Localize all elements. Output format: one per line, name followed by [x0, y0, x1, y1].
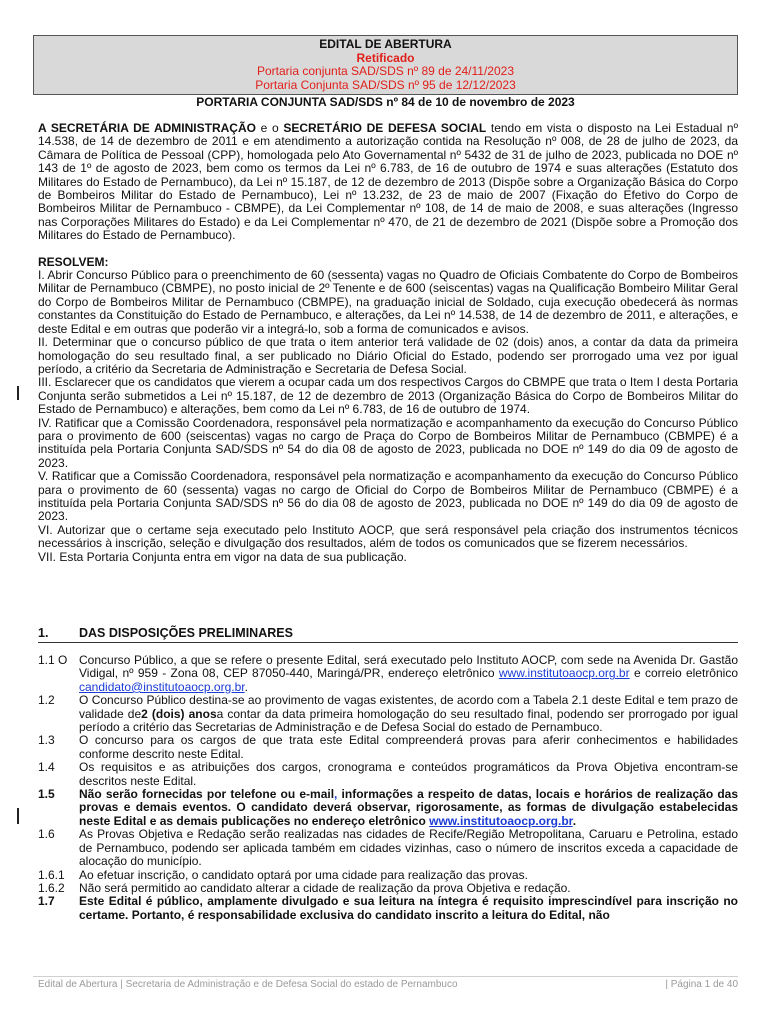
item-text-part: informações a respeito de datas, locais e horários de realização das provas e demais eventos. O candidato deverá observar, rigorosamente, as formas de divulgação estabelecidas neste Edital e as demais publicações no endereço eletrônico: [79, 787, 739, 828]
item-1-6-2: [38, 882, 738, 895]
item-1-7: [38, 895, 738, 922]
item-text: Ao efetuar inscrição, o candidato optará por uma cidade para realização das provas.: [79, 867, 528, 882]
resolvem-item-4: IV. Ratificar que a Comissão Coordenadora, responsável pela normatização e acompanhamento da execução do Concurso Público para o provimento de 600 (seiscentas) vagas no cargo de Praça do Corpo de Bombeiros Militar de Pernambuco (CBMPE) é a instituída pela Portaria Conjunta SAD/SDS nº 54 do dia 08 de agosto de 2023, publicada no DOE nº 149 do dia 09 de agosto de 2023.: [38, 415, 738, 470]
retificado-label: Retificado: [356, 50, 415, 65]
portaria-line-1: Portaria conjunta SAD/SDS nº 89 de 24/11/2023: [257, 64, 514, 78]
item-1-6-1: [38, 869, 738, 882]
resolvem-item-7: VII. Esta Portaria Conjunta entra em vigor na data de sua publicação.: [38, 549, 407, 564]
section-heading: [38, 626, 738, 640]
item-text-part: .: [572, 813, 577, 828]
website-link[interactable]: www.institutoaocp.org.br: [429, 813, 573, 828]
item-1-5: [38, 788, 738, 828]
item-number: 1.5: [38, 787, 55, 802]
intro-paragraph: [38, 122, 738, 243]
item-text: Este Edital é público, amplamente divulgado e sua leitura na íntegra é requisito imprescindível para inscrição no certame. Portanto, é responsabilidade exclusiva do candidato inscrito a leitura do Edital, não: [79, 894, 738, 922]
revision-marker: [17, 386, 19, 400]
resolvem-heading: RESOLVEM:: [38, 254, 109, 269]
item-text-part: O Concurso Público destina-se ao provimento de vagas existentes, de acordo com a Tabela 2.1 deste Edital e tem prazo de validade de: [79, 693, 738, 721]
section-divider: [38, 642, 738, 643]
item-number: 1.2: [38, 693, 55, 708]
document-title: EDITAL DE ABERTURA: [319, 37, 452, 51]
item-number: 1.6.1: [38, 867, 65, 882]
item-text-comma: ,: [334, 787, 338, 802]
page-footer: [38, 979, 738, 990]
item-1-6: [38, 828, 738, 868]
resolvem-item-1: I. Abrir Concurso Público para o preenchimento de 60 (sessenta) vagas no Quadro de Oficiais Combatente do Corpo de Bombeiros Militar de Pernambuco (CBMPE), no posto inicial de 2º Tenente e de 600 (seiscentas) vagas na Qualificação Bombeiro Militar Geral do Corpo de Bombeiros Militar de Pernambuco (CBMPE), na graduação inicial de Soldado, cuja execução obedecerá às normas constantes da Constituição do Estado de Pernambuco, e alterações, da Lei nº 14.538, de 14 de dezembro de 2011, e alterações, e deste Edital e em outras que poderão vir a integrá-lo, sob a forma de comunicados e avisos.: [38, 268, 738, 336]
item-number: 1.6: [38, 827, 55, 842]
resolvem-item-3: III. Esclarecer que os candidatos que vierem a ocupar cada um dos respectivos Cargos do CBMPE que trata o Item I desta Portaria Conjunta serão submetidos a Lei nº 15.187, de 12 de dezembro de 2013 (Organização Básica do Corpo de Bombeiros Militar do Estado de Pernambuco) e alterações, bem como da Lei nº 6.783, de 16 de outubro de 1974.: [38, 375, 738, 417]
item-text: As Provas Objetiva e Redação serão realizadas nas cidades de Recife/Região Metropolitana, Caruaru e Petrolina, estado de Pernambuco, podendo ser aplicada também em cidades vizinhas, caso o número de inscritos exceda a capacidade de alocação do município.: [79, 827, 738, 869]
revision-marker: [17, 808, 19, 824]
document-subtitle: PORTARIA CONJUNTA SAD/SDS nº 84 de 10 de novembro de 2023: [196, 95, 575, 109]
website-link[interactable]: www.institutoaocp.org.br: [498, 666, 630, 681]
item-number: 1.3: [38, 733, 55, 748]
item-1-4: [38, 761, 738, 788]
item-1-2: [38, 694, 738, 734]
item-text-bold: 2 (dois) anos: [141, 706, 217, 721]
preliminary-items: [38, 654, 738, 922]
resolvem-item-2: II. Determinar que o concurso público de que trata o item anterior terá validade de 02 (dois) anos, a contar da data da primeira homologação do seu resultado final, a ser publicado no Diário Oficial do Estado, podendo ser prorrogado uma vez por igual período, a critério da Secretaria de Administração e Secretaria de Defesa Social.: [38, 335, 738, 376]
item-text: Os requisitos e as atribuições dos cargos, cronograma e conteúdos programáticos da Prova Objetiva encontram-se descritos neste Edital.: [79, 760, 738, 788]
section-title: DAS DISPOSIÇÕES PRELIMINARES: [79, 626, 293, 640]
footer-left: Edital de Abertura | Secretaria de Administração e de Defesa Social do estado de Pernambuco: [38, 979, 458, 990]
item-number: 1.6.2: [38, 880, 65, 895]
item-text-part: a contar da data primeira homologação do seu resultado final, podendo ser prorrogado por igual período a critério das Secretarias de Administração e de Defesa Social do estado de Pernambuco.: [79, 706, 738, 735]
section-number: 1.: [38, 626, 49, 640]
intro-lead-1: A SECRETÁRIA DE ADMINISTRAÇÃO: [38, 121, 256, 135]
document-body: [38, 122, 738, 564]
intro-lead-2: SECRETÁRIO DE DEFESA SOCIAL: [283, 121, 487, 135]
intro-conj: e o: [255, 121, 284, 135]
item-text-part: .: [244, 679, 248, 694]
page-number: | Página 1 de 40: [665, 979, 738, 990]
intro-text: tendo em vista o disposto na Lei Estadual nº 14.538, de 14 de dezembro de 2011 e em atendimento a autorização contida na Resolução nº 008, de 28 de julho de 2023, da Câmara de Política de Pessoal (CPP), homologada pelo Ato Governamental nº 5432 de 31 de julho de 2023, publicada no DOE nº 143 de 1º de agosto de 2023, bem como os termos da Lei nº 6.783, de 16 de outubro de 1974 e suas alterações (Estatuto dos Militares do Estado de Pernambuco), da Lei nº 15.187, de 12 de dezembro de 2013 (Dispõe sobre a Organização Básica do Corpo de Bombeiros Militar do Estado de Pernambuco), Lei nº 13.232, de 23 de maio de 2007 (Fixação do Efetivo do Corpo de Bombeiros Militar de Pernambuco - CBMPE), da Lei Complementar nº 108, de 14 de maio de 2008, e suas alterações (Ingresso nas Corporações Militares do Estado) e da Lei Complementar nº 470, de 21 de dezembro de 2021 (Dispõe sobre a Promoção dos Militares do Estado de Pernambuco).: [38, 121, 738, 243]
header-box: [33, 35, 738, 95]
item-1-3: [38, 734, 738, 761]
item-text: [79, 694, 738, 734]
resolvem-item-5: V. Ratificar que a Comissão Coordenadora, responsável pela normatização e acompanhamento da execução do Concurso Público para o provimento de 60 (sessenta) vagas no cargo de Oficial do Corpo de Bombeiros Militar de Pernambuco (CBMPE) é a instituída pela Portaria Conjunta SAD/SDS nº 56 do dia 08 de agosto de 2023, publicada no DOE nº 149 do dia 09 de agosto de 2023.: [38, 469, 738, 524]
item-text: O concurso para os cargos de que trata este Edital compreenderá provas para aferir conhecimentos e habilidades conforme descrito neste Edital.: [79, 733, 738, 761]
item-number: 1.1 O: [38, 653, 68, 667]
item-number: 1.7: [38, 894, 55, 909]
item-text-part: Concurso Público, a que se refere o presente Edital, será executado pelo Instituto AOCP, com sede na Avenida Dr. Gastão Vidigal, nº 959 - Zona 08, CEP 87050-440, Maringá/PR, endereço eletrônico: [79, 653, 738, 681]
item-text: [79, 654, 738, 694]
item-text: [79, 788, 738, 828]
item-text: Não será permitido ao candidato alterar a cidade de realização da prova Objetiva e redação.: [79, 880, 571, 895]
item-text-part: e correio eletrônico: [629, 666, 738, 681]
email-link[interactable]: candidato@institutoaocp.org.br: [79, 679, 245, 694]
footer-divider: [33, 976, 738, 977]
item-text-part: Não serão fornecidas por telefone ou e-mail: [79, 787, 335, 802]
item-number: 1.4: [38, 760, 55, 775]
item-1-1: [38, 654, 738, 694]
portaria-line-2: Portaria Conjunta SAD/SDS nº 95 de 12/12/2023: [255, 77, 516, 92]
resolvem-item-6: VI. Autorizar que o certame seja executado pelo Instituto AOCP, que será responsável pela criação dos instrumentos técnicos necessários à inscrição, seleção e divulgação dos resultados, além de todos os comunicados que se fizerem necessários.: [38, 522, 738, 551]
